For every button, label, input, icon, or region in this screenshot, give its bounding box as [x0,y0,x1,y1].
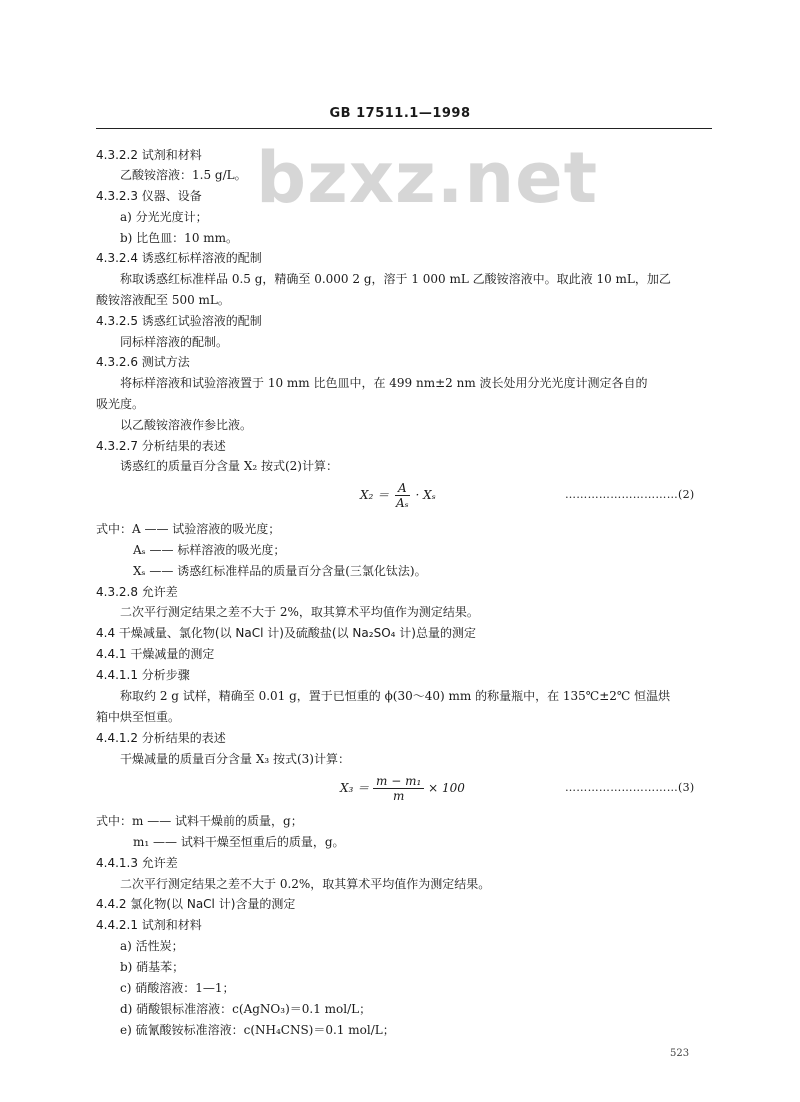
body-line: 诱惑红的质量百分含量 X₂ 按式(2)计算： [120,459,338,473]
body-line: 二次平行测定结果之差不大于 2%，取其算术平均值作为测定结果。 [120,605,479,619]
equation-2 [360,481,436,510]
list-item: b) 比色皿：10 mm。 [120,231,239,245]
section-heading: 4.4.1.2 分析结果的表述 [96,731,226,745]
equation-2-denominator: Aₛ [396,496,409,510]
equation-3-lhs: X₃ ＝ [340,781,370,795]
equation-2-number: …………………………(2) [565,488,695,501]
body-line: 二次平行测定结果之差不大于 0.2%，取其算术平均值作为测定结果。 [120,877,491,891]
body-line: 吸光度。 [96,397,145,411]
body-line: 干燥减量的质量百分含量 X₃ 按式(3)计算： [120,752,350,766]
equation-3-rhs: × 100 [428,781,465,795]
variable-definition: Xₛ —— 诱惑红标准样品的质量百分含量(三氯化钛法)。 [133,564,427,578]
section-heading: 4.4.2 氯化物(以 NaCl 计)含量的测定 [96,897,296,911]
section-heading: 4.3.2.3 仪器、设备 [96,189,202,203]
equation-2-fraction [393,481,412,510]
list-item: d) 硝酸银标准溶液：c(AgNO₃)＝0.1 mol/L； [120,1002,372,1016]
variable-definition: 式中：A —— 试验溶液的吸光度； [96,522,281,536]
section-heading: 4.3.2.5 诱惑红试验溶液的配制 [96,314,262,328]
page-header: GB 17511.1—1998 [329,106,471,121]
section-heading: 4.4.2.1 试剂和材料 [96,918,202,932]
body-line: 称取诱惑红标准样品 0.5 g，精确至 0.000 2 g，溶于 1 000 mL 乙酸铵溶液中。取此液 10 mL，加乙 [120,272,671,286]
equation-3 [340,774,465,803]
section-heading: 4.4.1.3 允许差 [96,856,178,870]
variable-definition: m₁ —— 试料干燥至恒重后的质量，g。 [133,835,345,849]
list-item: a) 活性炭； [120,939,184,953]
list-item: c) 硝酸溶液：1—1； [120,981,235,995]
body-line: 同标样溶液的配制。 [120,335,229,349]
list-item: e) 硫氰酸铵标准溶液：c(NH₄CNS)＝0.1 mol/L； [120,1023,395,1037]
equation-3-number: …………………………(3) [565,781,695,794]
equation-3-numerator: m − m₁ [373,774,424,789]
list-item: a) 分光光度计； [120,210,208,224]
equation-2-numerator: A [395,481,410,496]
section-heading: 4.3.2.6 测试方法 [96,355,190,369]
header-rule [96,128,712,129]
equation-3-denominator: m [392,789,405,803]
body-line: 酸铵溶液配至 500 mL。 [96,293,230,307]
section-heading: 4.3.2.2 试剂和材料 [96,148,202,162]
equation-2-lhs: X₂ ＝ [360,488,390,502]
section-heading: 4.3.2.4 诱惑红标样溶液的配制 [96,251,262,265]
body-line: 乙酸铵溶液：1.5 g/L。 [120,168,247,182]
section-heading: 4.4.1.1 分析步骤 [96,668,190,682]
body-line: 称取约 2 g 试样，精确至 0.01 g，置于已恒重的 ϕ(30～40) mm 的称量瓶中，在 135℃±2℃ 恒温烘 [120,689,671,703]
body-line: 以乙酸铵溶液作参比液。 [120,418,253,432]
watermark-logo: bzxz.net [256,137,599,219]
section-heading: 4.3.2.7 分析结果的表述 [96,439,226,453]
variable-definition: Aₛ —— 标样溶液的吸光度； [133,543,286,557]
equation-3-fraction [373,774,424,803]
section-heading: 4.4 干燥减量、氯化物(以 NaCl 计)及硫酸盐(以 Na₂SO₄ 计)总量的测定 [96,626,476,640]
section-heading: 4.4.1 干燥减量的测定 [96,647,215,661]
body-line: 将标样溶液和试验溶液置于 10 mm 比色皿中，在 499 nm±2 nm 波长处用分光光度计测定各自的 [120,376,648,390]
body-line: 箱中烘至恒重。 [96,710,181,724]
equation-2-rhs: · Xₛ [415,488,436,502]
section-heading: 4.3.2.8 允许差 [96,585,178,599]
variable-definition: 式中：m —— 试料干燥前的质量，g； [96,814,303,828]
list-item: b) 硝基苯； [120,960,185,974]
page-number: 523 [670,1048,690,1059]
